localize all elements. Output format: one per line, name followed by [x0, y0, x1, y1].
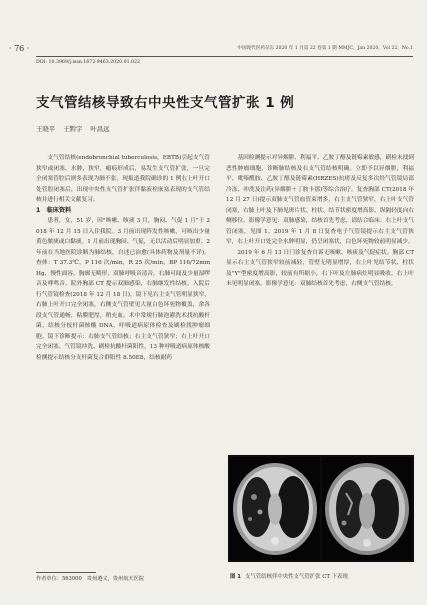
left-column [36, 153, 210, 363]
journal-header: 中国现代医药杂志 2020 年 1 月第 22 卷第 1 期 MMJC，Jan 2020，Vol 22，No.1 [237, 46, 413, 51]
followup-paragraph: 2019 年 6 月 13 日门诊复查自诉无咳嗽、咳痰及气促症状。胸部 CT 显示右主支气管狭窄较前减轻，管壁无明显增厚，右上叶见结节状、柱状及"Y"型密度增高影，较前有所缩小，右下叶及左肺病灶明显吸收，右上叶未见明显闭塞。影像学意见：双肺结核首先考虑，右侧支气管结核。 [226, 249, 414, 287]
footnote-rule [36, 572, 96, 573]
article-title: 支气管结核导致右中央性支气管扩张 1 例 [36, 95, 295, 111]
intro-paragraph: 支气管结核(endobronchial tuberculosis，EBTB)引起支气管狭窄或闭塞、水肿、狭窄，瘢痕形成后，易发生支气管扩张，一旦完全闭塞管腔后则多表现为肺不张。现报道我院确诊的 1 例右上叶开口处管腔闭塞后，出现中央性支气管扩张伴黏液栓嵌塞表现的支气管结核并进行相关文献复习。 [36, 155, 210, 203]
figure-caption-text: 支气管结核伴中央性支气管扩张 CT 下表现 [245, 574, 348, 580]
author-affiliation: 作者单位：563000 贵州遵义，贵州航天医院 [36, 576, 144, 582]
treatment-paragraph: 基因检测提示对异烟肼、利福平、乙胺丁醇及链霉素敏感，刷检未找到恶性肿瘤细胞，诊断肺结核及右支气管结核明确。立即予以异烟肼、利福平、吡嗪酰胺、乙胺丁醇及链霉素(HRZES)抗痨及反复多次经气管镜局部冷冻、冲洗及注药(异烟肼＋丁胺卡那)等综合治疗。复查胸部 CT(2018 年 12 月 27 日)提示双肺支气管血管束增多，右主支气管狭窄，右上叶支气管闭塞，右肺上叶及下肺见斑片状、柱状、结节状密度增高影，纵隔轻度向右侧移位。影像学意见：双肺感染，结核首先考虑，请结合临床。右上叶支气管闭塞，见图 1。2019 年 1 月 8 日复查电子气管镜提示右主支气管狭窄，右上叶开口处完全水肿明显，仍呈闭塞状，白色坏死物较前明显减少。 [226, 155, 414, 245]
section-heading: 1 临床资料 [36, 206, 72, 214]
article-authors: 王晓平 王黔宇 叶昌远 [36, 125, 110, 133]
ct-image-lung-window [230, 457, 320, 560]
ct-image-mediastinal-window [322, 457, 412, 560]
right-column [226, 153, 414, 290]
figure-caption-label: 图 1 [230, 574, 242, 580]
case-paragraph: 患者，女，51 岁，因"咳嗽、咳痰 3 月，胸闷、气促 1 月"于 2018 年 12 月 15 日入住我院。3 月前出现阵发性咳嗽，可咳出少量黄色脓痰或白黏痰。1 月前出现胸闷、气促，无以活动后明显加重。2 年前在当地医院诊断为肺结核，自述已治愈(具体药物及剂量不详)。查体：T 37.3℃，P 116 次/min，R 25 次/min，BP 116/72mmHg，慢性面容，胸廓无畸形，双肺呼吸音清音，右肺可闻及少量湿啰音及哮鸣音。院外胸部 CT 提示双肺感染，右肺继发性结核。入院后行气管镜检查(2018 年 12 月 18 日)，镜下见右主支气管明显狭窄，右肺上叶开口完全闭塞，右侧支气管壁见大量白色坏死物覆盖，余各段支气管通畅，粘膜肥厚，稍充血。术中常规行肺泡灌洗术找抗酸杆菌、结核分枝杆菌核酸 DNA，呼吸道病原体检查及刷检找肿瘤细胞。镜下诊断提示：右肺支气管结核；右主支气管狭窄；右上叶开口完全闭塞。气管镜冲洗、刷检抗酸杆菌阳性，13 种呼吸道病原体核酸检测提示结核分支杆菌复合群阳性 8.50E8，结核耐药 [36, 218, 210, 361]
header-rule [36, 56, 413, 57]
ct-figure [228, 455, 414, 562]
figure-caption [230, 572, 414, 580]
page-number: · 76 · [9, 44, 30, 53]
doi: DOI: 10.3969/j.issn.1672-9463.2020.01.022 [36, 60, 141, 65]
